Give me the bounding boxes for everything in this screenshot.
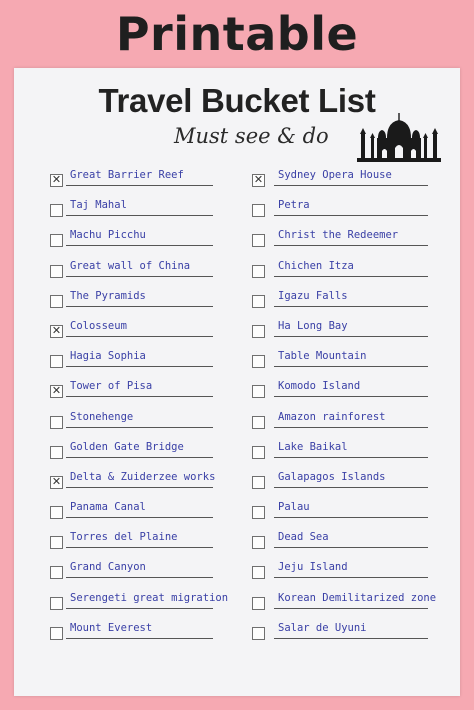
checklist-item <box>248 466 448 496</box>
checkbox[interactable] <box>252 355 265 368</box>
checkbox[interactable] <box>252 566 265 579</box>
write-line <box>274 517 428 518</box>
write-line <box>274 608 428 609</box>
write-line <box>66 547 213 548</box>
checklist-item <box>46 164 246 194</box>
write-line <box>274 577 428 578</box>
checkbox[interactable] <box>50 566 63 579</box>
checklist-item <box>46 345 246 375</box>
document-subtitle: Must see & do <box>174 124 329 148</box>
checkbox[interactable] <box>252 416 265 429</box>
item-label: Palau <box>278 501 310 514</box>
banner <box>0 0 474 66</box>
write-line <box>66 457 213 458</box>
checklist-item <box>248 556 448 586</box>
checklist-item <box>46 526 246 556</box>
write-line <box>66 336 213 337</box>
item-label: Machu Picchu <box>70 229 146 242</box>
checklist-item <box>248 617 448 647</box>
checkbox[interactable] <box>50 627 63 640</box>
item-label: Korean Demilitarized zone <box>278 591 437 604</box>
checkbox[interactable] <box>252 536 265 549</box>
checklist-item <box>248 587 448 617</box>
checklist-item <box>248 255 448 285</box>
item-label: Table Mountain <box>278 350 367 363</box>
item-label: Ha Long Bay <box>278 319 348 332</box>
item-label: Mount Everest <box>70 621 153 634</box>
item-label: Igazu Falls <box>278 289 348 302</box>
checkbox[interactable] <box>252 385 265 398</box>
checkbox[interactable] <box>50 204 63 217</box>
write-line <box>274 638 428 639</box>
check-mark-icon: ✕ <box>51 323 62 337</box>
checklist-item <box>46 466 246 496</box>
checklist-item <box>46 255 246 285</box>
checkbox[interactable] <box>252 295 265 308</box>
checklist-item <box>46 617 246 647</box>
checkbox[interactable] <box>252 627 265 640</box>
check-mark-icon: ✕ <box>51 173 62 186</box>
checkbox[interactable] <box>50 597 63 610</box>
item-label: Komodo Island <box>278 380 361 393</box>
checkbox[interactable] <box>50 506 63 519</box>
item-label: Chichen Itza <box>278 259 354 272</box>
checklist-item <box>46 587 246 617</box>
write-line <box>66 245 213 246</box>
checklist-item <box>248 345 448 375</box>
write-line <box>274 457 428 458</box>
write-line <box>66 215 213 216</box>
check-mark-icon: ✕ <box>51 474 62 488</box>
item-label: Taj Mahal <box>70 199 127 212</box>
left-checklist <box>46 164 246 647</box>
write-line <box>66 306 213 307</box>
checklist-item <box>248 315 448 345</box>
checkbox[interactable] <box>50 234 63 247</box>
right-checklist <box>248 164 448 647</box>
write-line <box>66 366 213 367</box>
item-label: Sydney Opera House <box>278 169 392 181</box>
item-label: Serengeti great migration <box>70 591 229 604</box>
write-line <box>66 487 213 488</box>
bucket-list-sheet <box>14 68 460 696</box>
checklist-item <box>46 224 246 254</box>
checkbox[interactable] <box>50 536 63 549</box>
write-line <box>66 608 213 609</box>
checkbox[interactable] <box>252 476 265 489</box>
item-label: Salar de Uyuni <box>278 621 367 634</box>
write-line <box>274 276 428 277</box>
checklist-item <box>46 436 246 466</box>
item-label: Delta & Zuiderzee works <box>70 470 216 483</box>
item-label: Galapagos Islands <box>278 470 386 483</box>
checkbox[interactable] <box>50 446 63 459</box>
checklist-item <box>248 224 448 254</box>
checkbox[interactable] <box>252 265 265 278</box>
item-label: Torres del Plaine <box>70 531 178 544</box>
write-line <box>274 336 428 337</box>
item-label: Christ the Redeemer <box>278 229 399 242</box>
item-label: Great wall of China <box>70 259 191 272</box>
item-label: Amazon rainforest <box>278 410 386 423</box>
checkbox[interactable] <box>252 174 265 187</box>
checklist-item <box>46 496 246 526</box>
checkbox[interactable] <box>252 597 265 610</box>
write-line <box>274 427 428 428</box>
checklist-item <box>46 406 246 436</box>
banner-title: Printable <box>115 7 359 61</box>
write-line <box>274 366 428 367</box>
checkbox[interactable] <box>252 446 265 459</box>
item-label: Stonehenge <box>70 410 134 423</box>
item-label: Hagia Sophia <box>70 350 146 363</box>
checkbox[interactable] <box>50 295 63 308</box>
write-line <box>66 276 213 277</box>
checklist-item <box>248 406 448 436</box>
checklist-item <box>248 526 448 556</box>
write-line <box>66 638 213 639</box>
checklist-item <box>46 556 246 586</box>
write-line <box>274 487 428 488</box>
write-line <box>274 396 428 397</box>
checkbox[interactable] <box>50 476 63 489</box>
write-line <box>274 215 428 216</box>
item-label: Petra <box>278 199 310 212</box>
checkbox[interactable] <box>252 506 265 519</box>
write-line <box>66 427 213 428</box>
write-line <box>66 185 213 186</box>
checklist-item <box>46 194 246 224</box>
document-title: Travel Bucket List <box>98 82 376 119</box>
item-label: Dead Sea <box>278 531 329 544</box>
item-label: Great Barrier Reef <box>70 169 184 181</box>
checklist-item <box>248 375 448 405</box>
write-line <box>274 245 428 246</box>
checkbox[interactable] <box>252 204 265 217</box>
checklist-item <box>248 164 448 194</box>
checklist-item <box>248 194 448 224</box>
checklist-item <box>46 375 246 405</box>
item-label: Panama Canal <box>70 501 146 514</box>
checkbox[interactable] <box>50 416 63 429</box>
taj-mahal-icon <box>357 112 441 162</box>
checkbox[interactable] <box>50 355 63 368</box>
write-line <box>274 547 428 548</box>
write-line <box>274 306 428 307</box>
write-line <box>66 396 213 397</box>
item-label: Colosseum <box>70 319 127 332</box>
checkbox[interactable] <box>50 385 63 398</box>
checkbox[interactable] <box>50 174 63 187</box>
item-label: Golden Gate Bridge <box>70 440 184 453</box>
write-line <box>66 577 213 578</box>
checkbox[interactable] <box>50 265 63 278</box>
checklist-item <box>46 285 246 315</box>
item-label: Jeju Island <box>278 561 348 574</box>
item-label: The Pyramids <box>70 289 146 302</box>
checkbox[interactable] <box>50 325 63 338</box>
item-label: Grand Canyon <box>70 561 146 574</box>
checkbox[interactable] <box>252 325 265 338</box>
write-line <box>66 517 213 518</box>
checkbox[interactable] <box>252 234 265 247</box>
checklist-item <box>248 285 448 315</box>
checklist-item <box>248 436 448 466</box>
checklist-item <box>248 496 448 526</box>
item-label: Tower of Pisa <box>70 380 153 393</box>
item-label: Lake Baikal <box>278 440 348 453</box>
write-line <box>274 185 428 186</box>
check-mark-icon: ✕ <box>253 173 264 186</box>
check-mark-icon: ✕ <box>51 384 62 398</box>
checklist-item <box>46 315 246 345</box>
